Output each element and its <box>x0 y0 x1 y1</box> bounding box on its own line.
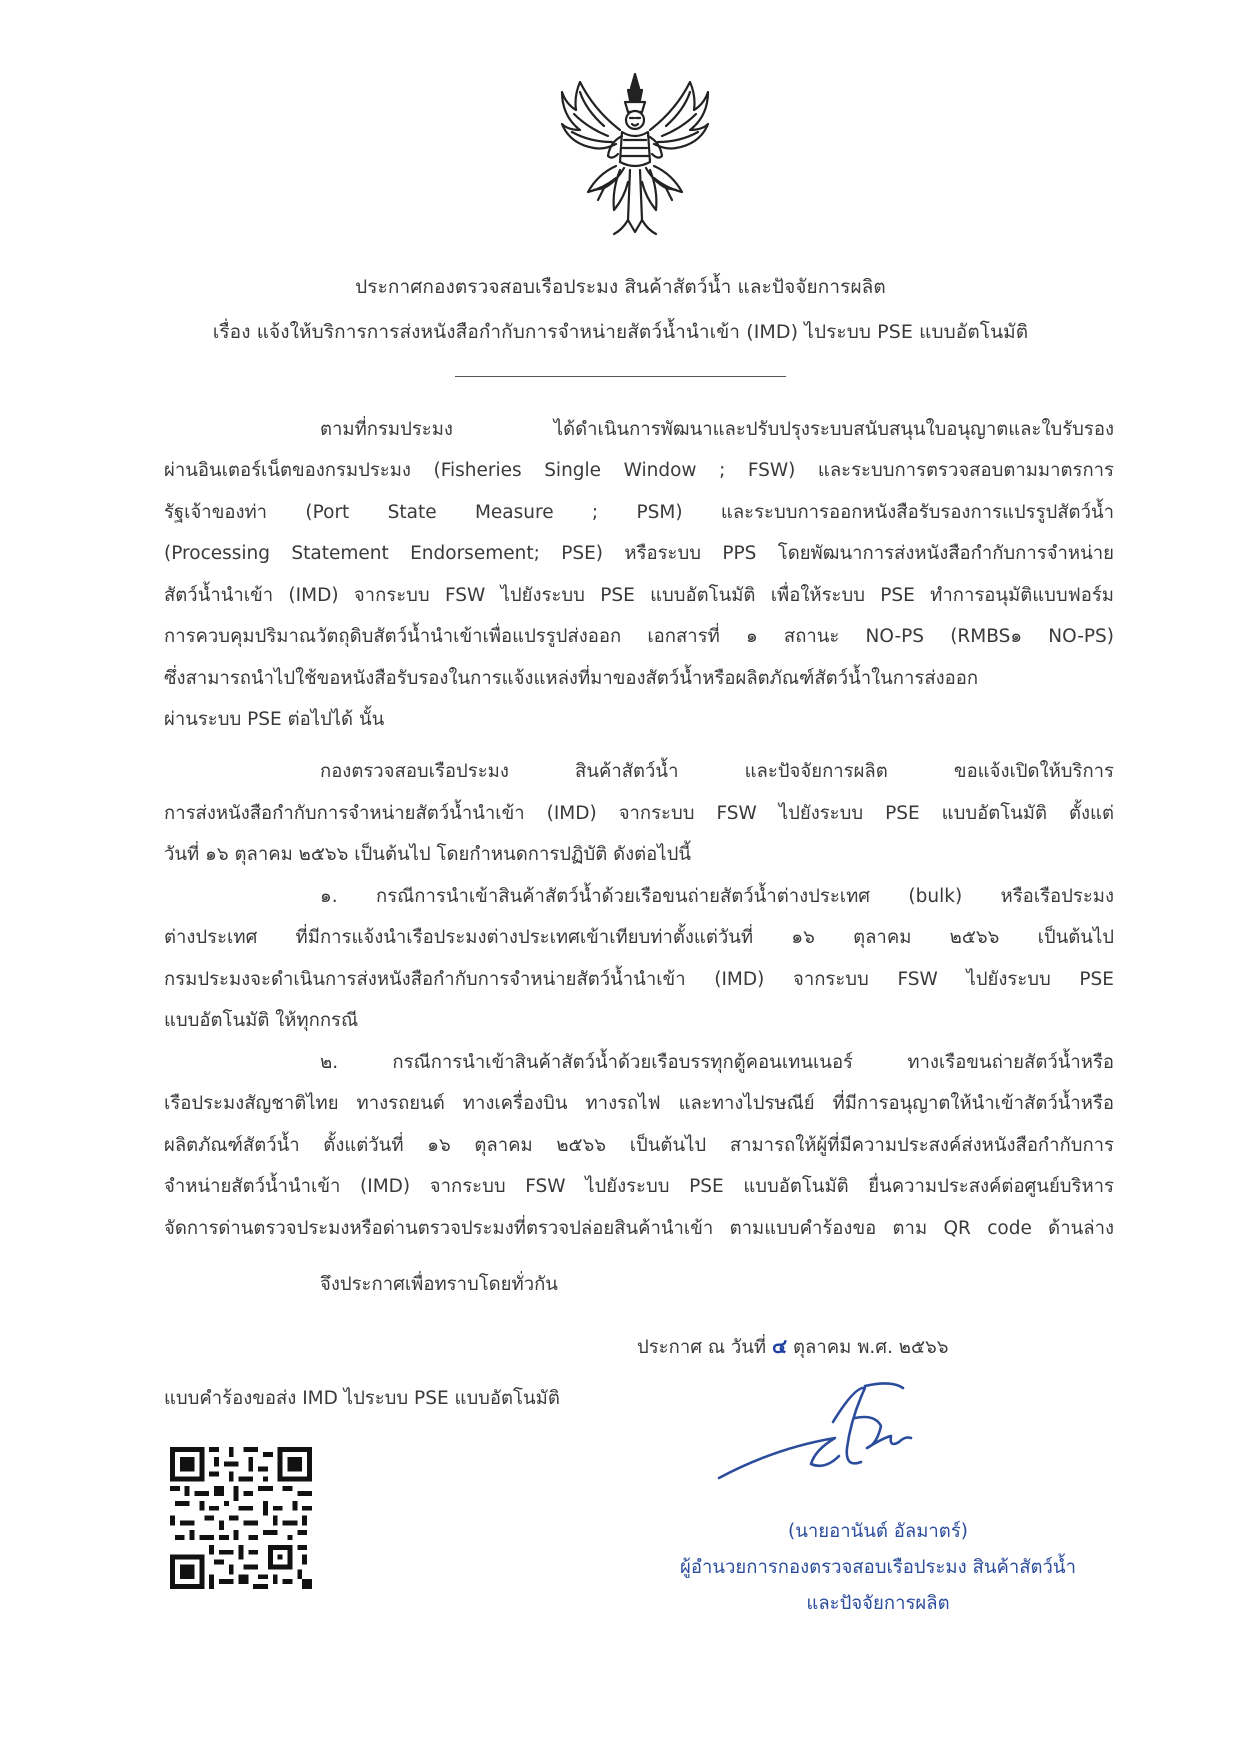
paragraph-line: ๒. กรณีการนำเข้าสินค้าสัตว์น้ำด้วยเรือบรรทุกตู้คอนเทนเนอร์ ทางเรือขนถ่ายสัตว์น้ำหรือ <box>320 1052 1114 1073</box>
paragraph-line: กองตรวจสอบเรือประมง สินค้าสัตว์น้ำ และปัจจัยการผลิต ขอแจ้งเปิดให้บริการ <box>320 761 1114 782</box>
paragraph-line: ผ่านระบบ PSE ต่อไปได้ นั้น <box>164 709 385 730</box>
paragraph-line: ตามที่กรมประมง ได้ดำเนินการพัฒนาและปรับปรุงระบบสนับสนุนใบอนุญาตและใบรับรอง <box>320 419 1114 440</box>
paragraph-line: ผ่านอินเตอร์เน็ตของกรมประมง (Fisheries Single Window ; FSW) และระบบการตรวจสอบตามมาตรการ <box>164 460 1114 481</box>
title-divider <box>455 376 786 377</box>
paragraph-line: แบบอัตโนมัติ ให้ทุกกรณี <box>164 1010 359 1031</box>
signer-position: ผู้อำนวยการกองตรวจสอบเรือประมง สินค้าสัตว์น้ำ <box>680 1557 1076 1578</box>
paragraph-line: วันที่ ๑๖ ตุลาคม ๒๕๖๖ เป็นต้นไป โดยกำหนดการปฏิบัติ ดังต่อไปนี้ <box>164 844 691 865</box>
qr-code[interactable] <box>170 1447 312 1589</box>
paragraph-line: สัตว์น้ำนำเข้า (IMD) จากระบบ FSW ไปยังระบบ PSE แบบอัตโนมัติ เพื่อให้ระบบ PSE ทำการอนุมัติแบบฟอร์ม <box>164 585 1114 606</box>
paragraph-line: ต่างประเทศ ที่มีการแจ้งนำเรือประมงต่างประเทศเข้าเทียบท่าตั้งแต่วันที่ ๑๖ ตุลาคม ๒๕๖๖ เป็นต้นไป <box>164 927 1114 948</box>
garuda-emblem-icon <box>558 70 712 240</box>
paragraph-line: จำหน่ายสัตว์น้ำนำเข้า (IMD) จากระบบ FSW ไปยังระบบ PSE แบบอัตโนมัติ ยื่นความประสงค์ต่อศูนย์บริหาร <box>164 1176 1114 1197</box>
date-day: ๔ <box>771 1334 788 1358</box>
qr-label: แบบคำร้องขอส่ง IMD ไประบบ PSE แบบอัตโนมัติ <box>164 1388 560 1409</box>
paragraph-line: กรมประมงจะดำเนินการส่งหนังสือกำกับการจำหน่ายสัตว์น้ำนำเข้า (IMD) จากระบบ FSW ไปยังระบบ PSE <box>164 969 1114 990</box>
paragraph-line: ๑. กรณีการนำเข้าสินค้าสัตว์น้ำด้วยเรือขนถ่ายสัตว์น้ำต่างประเทศ (bulk) หรือเรือประมง <box>320 886 1114 907</box>
signer-position-continued: และปัจจัยการผลิต <box>806 1593 950 1614</box>
paragraph-line: รัฐเจ้าของท่า (Port State Measure ; PSM) และระบบการออกหนังสือรับรองการแปรรูปสัตว์น้ำ <box>164 502 1114 523</box>
announcement-title: ประกาศกองตรวจสอบเรือประมง สินค้าสัตว์น้ำ และปัจจัยการผลิต <box>355 276 886 298</box>
paragraph-line: จัดการด่านตรวจประมงหรือด่านตรวจประมงที่ตรวจปล่อยสินค้านำเข้า ตามแบบคำร้องขอ ตาม QR code ด้านล่าง <box>164 1218 1114 1239</box>
announcement-date <box>637 1330 948 1362</box>
paragraph-line: เรือประมงสัญชาติไทย ทางรถยนต์ ทางเครื่องบิน ทางรถไฟ และทางไปรษณีย์ ที่มีการอนุญาตให้นำเข้าสัตว์น้ำหรือ <box>164 1093 1114 1114</box>
date-prefix: ประกาศ ณ วันที่ <box>637 1337 772 1358</box>
handwritten-signature <box>715 1378 965 1488</box>
closing-statement: จึงประกาศเพื่อทราบโดยทั่วกัน <box>320 1274 558 1295</box>
paragraph-line: ซึ่งสามารถนำไปใช้ขอหนังสือรับรองในการแจ้งแหล่งที่มาของสัตว์น้ำหรือผลิตภัณฑ์สัตว์น้ำในการส่งออก <box>164 668 979 689</box>
paragraph-line: การส่งหนังสือกำกับการจำหน่ายสัตว์น้ำนำเข้า (IMD) จากระบบ FSW ไปยังระบบ PSE แบบอัตโนมัติ ตั้งแต่ <box>164 803 1114 824</box>
signer-name: (นายอานันต์ อัลมาตร์) <box>788 1521 968 1542</box>
paragraph-line: ผลิตภัณฑ์สัตว์น้ำ ตั้งแต่วันที่ ๑๖ ตุลาคม ๒๕๖๖ เป็นต้นไป สามารถให้ผู้ที่มีความประสงค์ส่งหนังสือกำกับการ <box>164 1135 1114 1156</box>
date-suffix: ตุลาคม พ.ศ. ๒๕๖๖ <box>787 1337 949 1358</box>
announcement-subject: เรื่อง แจ้งให้บริการการส่งหนังสือกำกับการจำหน่ายสัตว์น้ำนำเข้า (IMD) ไประบบ PSE แบบอัตโนมัติ <box>212 321 1029 343</box>
paragraph-line: (Processing Statement Endorsement; PSE) หรือระบบ PPS โดยพัฒนาการส่งหนังสือกำกับการจำหน่าย <box>164 543 1114 564</box>
paragraph-line: การควบคุมปริมาณวัตถุดิบสัตว์น้ำนำเข้าเพื่อแปรรูปส่งออก เอกสารที่ ๑ สถานะ NO-PS (RMBS๑ NO-PS) <box>164 626 1114 647</box>
